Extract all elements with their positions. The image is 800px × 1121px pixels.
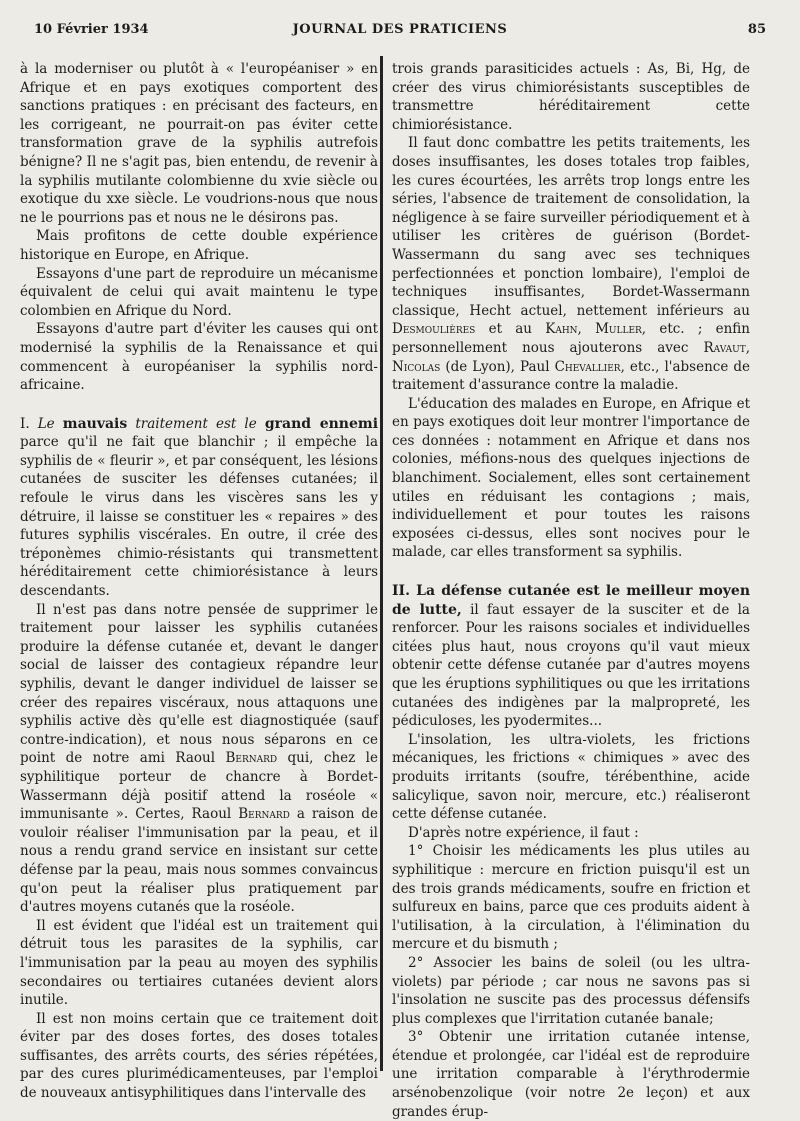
paragraph: Mais profitons de cette double expérience historique en Europe, en Afrique. [20,228,378,263]
section-number: I. [20,415,30,432]
paragraph: D'après notre expérience, il faut : [408,824,639,841]
paragraph: trois grands parasiticides actuels : As, Bi, Hg, de créer des virus chimiorésistants susceptibles de transmettre héréditairement cette chimiorésistance. [392,61,750,133]
paragraph: Il n'est pas dans notre pensée de supprimer le traitement pour laisser les syphilis cutanées produire la défense cutanée et, devant le danger social de laisser des contagieux répandre leur syphilis, devant le danger individuel de laisser se créer des repaires viscéraux, nous attaquons une syphilis active dès qu'elle est diagnostiquée (sauf contre-indication), et nous nous séparons en ce point de notre ami Raoul Bernard qui, chez le syphilitique porteur de chancre à Bordet-Wassermann déjà positif attend la roséole « immunisante ». Certes, Raoul Bernard a raison de vouloir réaliser l'immunisation par la peau, et il nous a rendu grand service en insistant sur cette défense par la peau, mais nous sommes convaincus qu'on peut la réaliser plus pratiquement par d'autres moyens cutanés que la roséole. [20,601,378,916]
section-heading-1: I. Le mauvais traitement est le grand ennemi parce qu'il ne fait que blanchir ; il empêche la syphilis de « fleurir », et par conséquent, les lésions cutanées de susciter les défenses cutanées; il refoule le virus dans les viscères sans les y détruire, il laisse se constituer les « repaires » des futures syphilis viscérales. En outre, il crée des tréponèmes chimio-résistants qui transmettent héréditairement cette chimiorésistance à leurs descendants. [20,415,379,600]
page-header [34,22,766,42]
section-text: parce qu'il ne fait que blanchir ; il empêche la syphilis de « fleurir », et par conséquent, les lésions cutanées de susciter les défenses cutanées; il refoule le virus dans les viscères sans les y détruire, il laisse se constituer les « repaires » des futures syphilis viscérales. En outre, il crée des tréponèmes chimio-résistants qui transmettent héréditairement cette chimiorésistance à leurs descendants. [20,434,378,600]
author-name: Desmoulières [392,321,476,338]
paragraph: Il est non moins certain que ce traitement doit éviter par des doses fortes, des doses totales suffisantes, des arrêts courts, des séries répétées, par des cures plurimédicamenteuses, par l'emploi de nouveaux antisyphilitiques dans l'intervalle des [20,1010,378,1102]
left-column [20,60,378,1103]
paragraph: Il faut donc combattre les petits traitements, les doses insuffisantes, les doses totales trop faibles, les cures écourtées, les arrêts trop longs entre les séries, l'absence de traitement de consolidation, la négligence à se faire surveiller périodiquement et à utiliser les critères de guérison (Bordet-Wassermann du sang avec ses techniques perfectionnées et ponction lombaire), l'emploi de techniques insuffisantes, Bordet-Wassermann classique, Hecht actuel, nettement inférieurs au Desmoulières et au Kahn, Muller, etc. ; enfin personnellement nous ajouterons avec Ravaut, Nicolas (de Lyon), Paul Chevallier, etc., l'absence de traitement d'assurance contre la maladie. [392,135,750,394]
list-item: 3° Obtenir une irritation cutanée intense, étendue et prolongée, car l'idéal est de reproduire une irritation comparable à l'érythrodermie arsénobenzolique (voir notre 2e leçon) et aux grandes érup- [392,1029,750,1120]
list-item: 1° Choisir les médicaments les plus utiles au syphilitique : mercure en friction puisqu'il est un des trois grands médicaments, soufre en friction et sulfureux en bains, parce que ces produits aident à l'utilisation, à la circulation, à l'élimination du mercure et du bismuth ; [392,843,750,953]
section-title: II. La défense cutanée est le meilleur moyen de lutte, [392,583,750,618]
list-item: 2° Associer les bains de soleil (ou les ultra-violets) par période ; car nous ne savons pas si l'insolation ne suscite pas des processus défensifs plus complexes que l'irritation cutanée banale; [392,954,750,1027]
paragraph: Essayons d'une part de reproduire un mécanisme équivalent de celui qui avait maintenu le type colombien en Afrique du Nord. [20,265,378,319]
paragraph: Essayons d'autre part d'éviter les causes qui ont modernisé la syphilis de la Renaissance et qui commencent à européaniser la syphilis nord-africaine. [20,321,378,394]
column-divider [380,56,383,1071]
issue-date: 10 Février 1934 [34,22,149,37]
page-number: 85 [747,22,766,37]
author-name: Ravaut [703,339,746,356]
section-text: il faut essayer de la susciter et de la renforcer. Pour les raisons sociales et individuelles citées plus haut, nous croyons qu'il vaut mieux obtenir cette défense cutanée par d'autres moyens que les éruptions syphilitiques ou que les irritations cutanées des indigènes par la malpropreté, les pédiculoses, les pyodermites... [392,601,750,730]
section-heading-2 [392,582,750,731]
journal-title: JOURNAL DES PRATICIENS [292,22,508,37]
author-name: Nicolas [392,358,441,375]
paragraph: Il est évident que l'idéal est un traitement qui détruit tous les parasites de la syphilis, car l'immunisation par la peau au moyen des syphilis secondaires ou tertiaires cutanées devient alors inutile. [20,917,378,1009]
paragraph: L'éducation des malades en Europe, en Afrique et en pays exotiques doit leur montrer l'importance de ces données : notamment en Afrique et dans nos colonies, méfions-nous des quelques injections de blanchiment. Socialement, elles sont certainement utiles en réduisant les contagions ; mais, individuellement et pour toutes les raisons exposées ci-dessus, elles sont nocives pour le malade, car elles transforment sa syphilis. [392,395,750,561]
paragraph: à la moderniser ou plutôt à « l'européaniser » en Afrique et en pays exotiques comportent des sanctions pratiques : en précisant des facteurs, en les corrigeant, ne pourrait-on pas éviter cette transformation grave de la syphilis autrefois bénigne? Il ne s'agit pas, bien entendu, de revenir à la syphilis mutilante colombienne du xvie siècle ou exotique du xxe siècle. Le voudrions-nous que nous ne le pourrions pas et nous ne le désirons pas. [20,61,378,226]
author-name: Muller [595,321,642,338]
author-name: Chevallier [554,358,621,375]
author-name: Kahn [545,321,578,338]
paragraph: L'insolation, les ultra-violets, les frictions mécaniques, les frictions « chimiques » avec des produits irritants (soufre, térébenthine, acide salicylique, savon noir, mercure, etc.) réaliseront cette défense cutanée. [392,731,750,823]
author-name: Bernard [238,806,290,823]
right-column [392,60,750,1121]
author-name: Bernard [225,750,278,767]
